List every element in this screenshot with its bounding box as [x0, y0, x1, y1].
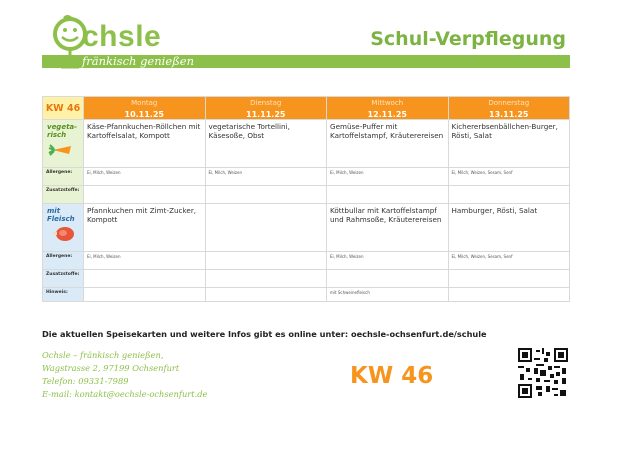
- additives-cell: [327, 270, 449, 288]
- brand-slogan: fränkisch genießen: [82, 54, 195, 68]
- additives-cell: [448, 270, 570, 288]
- vegetarian-label: vegeta- risch: [43, 120, 84, 168]
- notes-cell: [205, 288, 327, 302]
- meat-label: mit Fleisch: [43, 204, 84, 252]
- allergens-cell: Ei, Milch, Weizen, Sesam, Senf: [448, 252, 570, 270]
- additives-row: [43, 186, 570, 204]
- carrot-icon: [47, 142, 73, 158]
- allergens-label: Allergene:: [43, 168, 84, 186]
- allergens-cell: Ei, Milch, Weizen: [84, 168, 206, 186]
- allergens-cell: Ei, Milch, Weizen: [327, 168, 449, 186]
- meat-row: [43, 204, 570, 252]
- additives-cell: [205, 270, 327, 288]
- allergens-cell: Ei, Milch, Weizen: [205, 168, 327, 186]
- contact-line: Wagstrasse 2, 97199 Ochsenfurt: [42, 363, 180, 373]
- contact-line: Ochsle – fränkisch genießen,: [42, 350, 164, 360]
- additives-label: Zusatzstoffe:: [43, 270, 84, 288]
- day-header: Donnerstag 13.11.25: [448, 97, 570, 120]
- meal-cell: Käse-Pfannkuchen-Röllchen mit Kartoffelsalat, Kompott: [84, 120, 206, 168]
- week-label: KW 46: [43, 97, 84, 120]
- vegetarian-row: [43, 120, 570, 168]
- meal-cell: Köttbullar mit Kartoffelstampf und Rahmsoße, Kräuterereisen: [327, 204, 449, 252]
- notes-label: Hinweis:: [43, 288, 84, 302]
- meal-cell: Gemüse-Puffer mit Kartoffelstampf, Kräuterereisen: [327, 120, 449, 168]
- day-header: Dienstag 11.11.25: [205, 97, 327, 120]
- meal-cell: vegetarische Tortellini, Käsesoße, Obst: [205, 120, 327, 168]
- allergens-label: Allergene:: [43, 252, 84, 270]
- page-title: Schul-Verpflegung: [370, 28, 566, 50]
- additives-row: [43, 270, 570, 288]
- notes-row: [43, 288, 570, 302]
- notes-cell: [448, 288, 570, 302]
- meal-cell: Kichererbsenbällchen-Burger, Rösti, Salat: [448, 120, 570, 168]
- notes-cell: [84, 288, 206, 302]
- week-big-label: KW 46: [350, 363, 434, 389]
- day-header: Montag 10.11.25: [84, 97, 206, 120]
- online-info: Die aktuellen Speisekarten und weitere Infos gibt es online unter: oechsle-ochsenfurt.de/schule: [42, 329, 487, 339]
- contact-block: [42, 349, 207, 401]
- contact-line: Telefon: 09331-7989: [42, 376, 129, 386]
- contact-line: E-mail: kontakt@oechsle-ochsenfurt.de: [42, 389, 208, 399]
- allergens-cell: Ei, Milch, Weizen: [84, 252, 206, 270]
- allergens-cell: [205, 252, 327, 270]
- additives-label: Zusatzstoffe:: [43, 186, 84, 204]
- allergens-cell: Ei, Milch, Weizen: [327, 252, 449, 270]
- allergens-cell: Ei, Milch, Weizen, Sesam, Senf: [448, 168, 570, 186]
- additives-cell: [84, 270, 206, 288]
- day-header: Mittwoch 12.11.25: [327, 97, 449, 120]
- menu-table: [42, 96, 570, 302]
- allergens-row: [43, 168, 570, 186]
- header-row: [43, 97, 570, 120]
- additives-cell: [327, 186, 449, 204]
- additives-cell: [448, 186, 570, 204]
- notes-cell: mit Schweinefleisch: [327, 288, 449, 302]
- brand-name: chsle: [82, 20, 162, 53]
- meal-cell: Pfannkuchen mit Zimt-Zucker, Kompott: [84, 204, 206, 252]
- meal-cell: Hamburger, Rösti, Salat: [448, 204, 570, 252]
- additives-cell: [205, 186, 327, 204]
- ham-icon: [53, 226, 75, 242]
- qr-code-icon: [518, 348, 568, 398]
- additives-cell: [84, 186, 206, 204]
- meal-cell: [205, 204, 327, 252]
- allergens-row: [43, 252, 570, 270]
